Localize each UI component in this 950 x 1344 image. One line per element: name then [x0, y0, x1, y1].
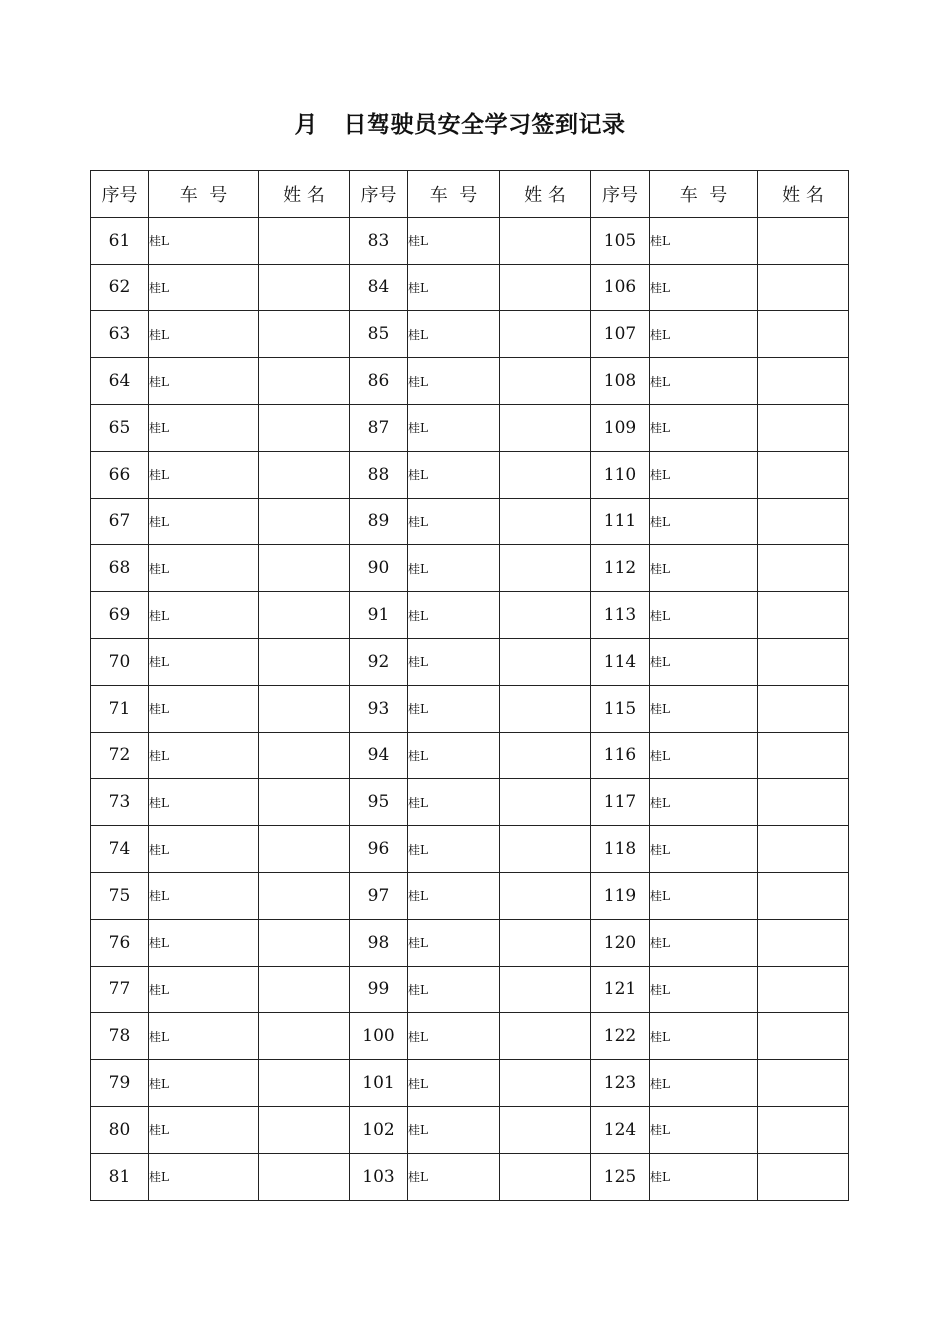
plate-cell: 桂L — [149, 311, 259, 358]
signin-table — [90, 170, 849, 1201]
seq-cell: 113 — [591, 592, 650, 639]
header-plate: 车 号 — [650, 171, 758, 218]
seq-cell: 117 — [591, 779, 650, 826]
seq-cell: 71 — [91, 685, 149, 732]
seq-cell: 99 — [350, 966, 408, 1013]
table-row — [91, 1013, 849, 1060]
name-signature-cell[interactable] — [758, 1153, 849, 1200]
name-signature-cell[interactable] — [758, 264, 849, 311]
name-signature-cell[interactable] — [758, 451, 849, 498]
plate-cell: 桂L — [149, 919, 259, 966]
name-signature-cell[interactable] — [758, 872, 849, 919]
name-signature-cell[interactable] — [758, 919, 849, 966]
seq-cell: 94 — [350, 732, 408, 779]
header-name: 姓 名 — [259, 171, 350, 218]
plate-cell: 桂L — [408, 732, 500, 779]
seq-cell: 111 — [591, 498, 650, 545]
seq-cell: 92 — [350, 638, 408, 685]
name-signature-cell[interactable] — [758, 826, 849, 873]
name-signature-cell[interactable] — [758, 358, 849, 405]
plate-cell: 桂L — [149, 592, 259, 639]
table-row — [91, 779, 849, 826]
name-signature-cell[interactable] — [500, 1013, 591, 1060]
plate-cell: 桂L — [408, 966, 500, 1013]
plate-cell: 桂L — [650, 1153, 758, 1200]
name-signature-cell[interactable] — [259, 966, 350, 1013]
table-row — [91, 1060, 849, 1107]
name-signature-cell[interactable] — [259, 311, 350, 358]
name-signature-cell[interactable] — [758, 779, 849, 826]
header-name: 姓 名 — [758, 171, 849, 218]
seq-cell: 91 — [350, 592, 408, 639]
name-signature-cell[interactable] — [500, 919, 591, 966]
plate-cell: 桂L — [408, 1153, 500, 1200]
name-signature-cell[interactable] — [758, 1013, 849, 1060]
seq-cell: 101 — [350, 1060, 408, 1107]
seq-cell: 120 — [591, 919, 650, 966]
seq-cell: 105 — [591, 217, 650, 264]
plate-cell: 桂L — [149, 217, 259, 264]
name-signature-cell[interactable] — [500, 826, 591, 873]
table-row — [91, 404, 849, 451]
name-signature-cell[interactable] — [259, 1013, 350, 1060]
name-signature-cell[interactable] — [259, 264, 350, 311]
seq-cell: 86 — [350, 358, 408, 405]
table-row — [91, 1106, 849, 1153]
seq-cell: 67 — [91, 498, 149, 545]
header-seq: 序号 — [91, 171, 149, 218]
name-signature-cell[interactable] — [259, 638, 350, 685]
name-signature-cell[interactable] — [259, 358, 350, 405]
seq-cell: 84 — [350, 264, 408, 311]
table-row — [91, 732, 849, 779]
name-signature-cell[interactable] — [500, 451, 591, 498]
name-signature-cell[interactable] — [259, 1153, 350, 1200]
plate-cell: 桂L — [408, 638, 500, 685]
name-signature-cell[interactable] — [758, 217, 849, 264]
seq-cell: 119 — [591, 872, 650, 919]
name-signature-cell[interactable] — [500, 592, 591, 639]
seq-cell: 76 — [91, 919, 149, 966]
table-row — [91, 217, 849, 264]
seq-cell: 66 — [91, 451, 149, 498]
plate-cell: 桂L — [650, 404, 758, 451]
plate-cell: 桂L — [149, 872, 259, 919]
plate-cell: 桂L — [149, 545, 259, 592]
name-signature-cell[interactable] — [259, 685, 350, 732]
plate-cell: 桂L — [408, 1106, 500, 1153]
plate-cell: 桂L — [408, 592, 500, 639]
plate-cell: 桂L — [149, 1060, 259, 1107]
name-signature-cell[interactable] — [500, 638, 591, 685]
name-signature-cell[interactable] — [259, 404, 350, 451]
page-title: 月 日驾驶员安全学习签到记录 — [294, 112, 626, 138]
name-signature-cell[interactable] — [758, 404, 849, 451]
plate-cell: 桂L — [149, 498, 259, 545]
seq-cell: 116 — [591, 732, 650, 779]
plate-cell: 桂L — [408, 404, 500, 451]
plate-cell: 桂L — [408, 545, 500, 592]
plate-cell: 桂L — [408, 311, 500, 358]
name-signature-cell[interactable] — [758, 638, 849, 685]
seq-cell: 125 — [591, 1153, 650, 1200]
seq-cell: 106 — [591, 264, 650, 311]
plate-cell: 桂L — [408, 779, 500, 826]
table-row — [91, 872, 849, 919]
name-signature-cell[interactable] — [758, 1106, 849, 1153]
table-row — [91, 264, 849, 311]
name-signature-cell[interactable] — [500, 358, 591, 405]
table-row — [91, 311, 849, 358]
seq-cell: 115 — [591, 685, 650, 732]
name-signature-cell[interactable] — [500, 311, 591, 358]
seq-cell: 73 — [91, 779, 149, 826]
plate-cell: 桂L — [149, 1153, 259, 1200]
seq-cell: 93 — [350, 685, 408, 732]
seq-cell: 79 — [91, 1060, 149, 1107]
table-row — [91, 451, 849, 498]
table-row — [91, 498, 849, 545]
header-plate: 车 号 — [408, 171, 500, 218]
header-row — [91, 171, 849, 218]
seq-cell: 77 — [91, 966, 149, 1013]
plate-cell: 桂L — [149, 358, 259, 405]
seq-cell: 89 — [350, 498, 408, 545]
name-signature-cell[interactable] — [259, 545, 350, 592]
name-signature-cell[interactable] — [259, 732, 350, 779]
plate-cell: 桂L — [408, 358, 500, 405]
plate-cell: 桂L — [149, 404, 259, 451]
plate-cell: 桂L — [149, 732, 259, 779]
name-signature-cell[interactable] — [500, 1106, 591, 1153]
seq-cell: 118 — [591, 826, 650, 873]
seq-cell: 108 — [591, 358, 650, 405]
plate-cell: 桂L — [149, 779, 259, 826]
name-signature-cell[interactable] — [758, 1060, 849, 1107]
seq-cell: 122 — [591, 1013, 650, 1060]
name-signature-cell[interactable] — [259, 779, 350, 826]
name-signature-cell[interactable] — [758, 966, 849, 1013]
name-signature-cell[interactable] — [758, 498, 849, 545]
plate-cell: 桂L — [408, 217, 500, 264]
seq-cell: 121 — [591, 966, 650, 1013]
name-signature-cell[interactable] — [259, 919, 350, 966]
plate-cell: 桂L — [149, 451, 259, 498]
plate-cell: 桂L — [408, 919, 500, 966]
plate-cell: 桂L — [650, 311, 758, 358]
plate-cell: 桂L — [650, 872, 758, 919]
table-body — [91, 217, 849, 1200]
seq-cell: 62 — [91, 264, 149, 311]
plate-cell: 桂L — [408, 264, 500, 311]
seq-cell: 112 — [591, 545, 650, 592]
name-signature-cell[interactable] — [500, 1153, 591, 1200]
seq-cell: 72 — [91, 732, 149, 779]
seq-cell: 81 — [91, 1153, 149, 1200]
name-signature-cell[interactable] — [500, 1060, 591, 1107]
seq-cell: 97 — [350, 872, 408, 919]
name-signature-cell[interactable] — [259, 1060, 350, 1107]
table-row — [91, 685, 849, 732]
name-signature-cell[interactable] — [259, 498, 350, 545]
name-signature-cell[interactable] — [758, 732, 849, 779]
seq-cell: 110 — [591, 451, 650, 498]
name-signature-cell[interactable] — [259, 217, 350, 264]
seq-cell: 98 — [350, 919, 408, 966]
plate-cell: 桂L — [149, 638, 259, 685]
name-signature-cell[interactable] — [259, 1106, 350, 1153]
name-signature-cell[interactable] — [500, 872, 591, 919]
name-signature-cell[interactable] — [500, 685, 591, 732]
name-signature-cell[interactable] — [500, 404, 591, 451]
seq-cell: 90 — [350, 545, 408, 592]
plate-cell: 桂L — [650, 826, 758, 873]
seq-cell: 107 — [591, 311, 650, 358]
seq-cell: 96 — [350, 826, 408, 873]
seq-cell: 124 — [591, 1106, 650, 1153]
seq-cell: 74 — [91, 826, 149, 873]
seq-cell: 109 — [591, 404, 650, 451]
seq-cell: 83 — [350, 217, 408, 264]
plate-cell: 桂L — [650, 966, 758, 1013]
plate-cell: 桂L — [149, 685, 259, 732]
plate-cell: 桂L — [408, 1060, 500, 1107]
table-row — [91, 966, 849, 1013]
name-signature-cell[interactable] — [500, 498, 591, 545]
plate-cell: 桂L — [408, 872, 500, 919]
seq-cell: 64 — [91, 358, 149, 405]
seq-cell: 63 — [91, 311, 149, 358]
plate-cell: 桂L — [408, 451, 500, 498]
table-row — [91, 919, 849, 966]
seq-cell: 61 — [91, 217, 149, 264]
table-row — [91, 826, 849, 873]
header-name: 姓 名 — [500, 171, 591, 218]
plate-cell: 桂L — [650, 592, 758, 639]
seq-cell: 85 — [350, 311, 408, 358]
plate-cell: 桂L — [650, 451, 758, 498]
plate-cell: 桂L — [650, 1060, 758, 1107]
name-signature-cell[interactable] — [259, 451, 350, 498]
name-signature-cell[interactable] — [758, 311, 849, 358]
name-signature-cell[interactable] — [758, 685, 849, 732]
plate-cell: 桂L — [650, 1013, 758, 1060]
table-row — [91, 545, 849, 592]
header-plate: 车 号 — [149, 171, 259, 218]
name-signature-cell[interactable] — [259, 872, 350, 919]
name-signature-cell[interactable] — [758, 592, 849, 639]
name-signature-cell[interactable] — [500, 732, 591, 779]
plate-cell: 桂L — [149, 1106, 259, 1153]
seq-cell: 68 — [91, 545, 149, 592]
name-signature-cell[interactable] — [500, 545, 591, 592]
seq-cell: 114 — [591, 638, 650, 685]
name-signature-cell[interactable] — [500, 966, 591, 1013]
plate-cell: 桂L — [650, 358, 758, 405]
plate-cell: 桂L — [650, 779, 758, 826]
plate-cell: 桂L — [650, 638, 758, 685]
plate-cell: 桂L — [650, 498, 758, 545]
plate-cell: 桂L — [408, 826, 500, 873]
name-signature-cell[interactable] — [259, 826, 350, 873]
plate-cell: 桂L — [650, 264, 758, 311]
name-signature-cell[interactable] — [500, 217, 591, 264]
header-seq: 序号 — [350, 171, 408, 218]
seq-cell: 103 — [350, 1153, 408, 1200]
plate-cell: 桂L — [650, 732, 758, 779]
seq-cell: 102 — [350, 1106, 408, 1153]
plate-cell: 桂L — [149, 966, 259, 1013]
name-signature-cell[interactable] — [500, 779, 591, 826]
plate-cell: 桂L — [149, 826, 259, 873]
plate-cell: 桂L — [149, 1013, 259, 1060]
plate-cell: 桂L — [408, 1013, 500, 1060]
table-row — [91, 358, 849, 405]
seq-cell: 70 — [91, 638, 149, 685]
seq-cell: 87 — [350, 404, 408, 451]
seq-cell: 100 — [350, 1013, 408, 1060]
seq-cell: 88 — [350, 451, 408, 498]
plate-cell: 桂L — [650, 1106, 758, 1153]
header-seq: 序号 — [591, 171, 650, 218]
plate-cell: 桂L — [650, 685, 758, 732]
name-signature-cell[interactable] — [259, 592, 350, 639]
plate-cell: 桂L — [650, 919, 758, 966]
seq-cell: 65 — [91, 404, 149, 451]
seq-cell: 78 — [91, 1013, 149, 1060]
seq-cell: 95 — [350, 779, 408, 826]
plate-cell: 桂L — [650, 545, 758, 592]
plate-cell: 桂L — [408, 685, 500, 732]
table-row — [91, 1153, 849, 1200]
table-row — [91, 592, 849, 639]
table-row — [91, 638, 849, 685]
name-signature-cell[interactable] — [758, 545, 849, 592]
seq-cell: 123 — [591, 1060, 650, 1107]
plate-cell: 桂L — [149, 264, 259, 311]
plate-cell: 桂L — [650, 217, 758, 264]
name-signature-cell[interactable] — [500, 264, 591, 311]
seq-cell: 75 — [91, 872, 149, 919]
seq-cell: 69 — [91, 592, 149, 639]
seq-cell: 80 — [91, 1106, 149, 1153]
plate-cell: 桂L — [408, 498, 500, 545]
